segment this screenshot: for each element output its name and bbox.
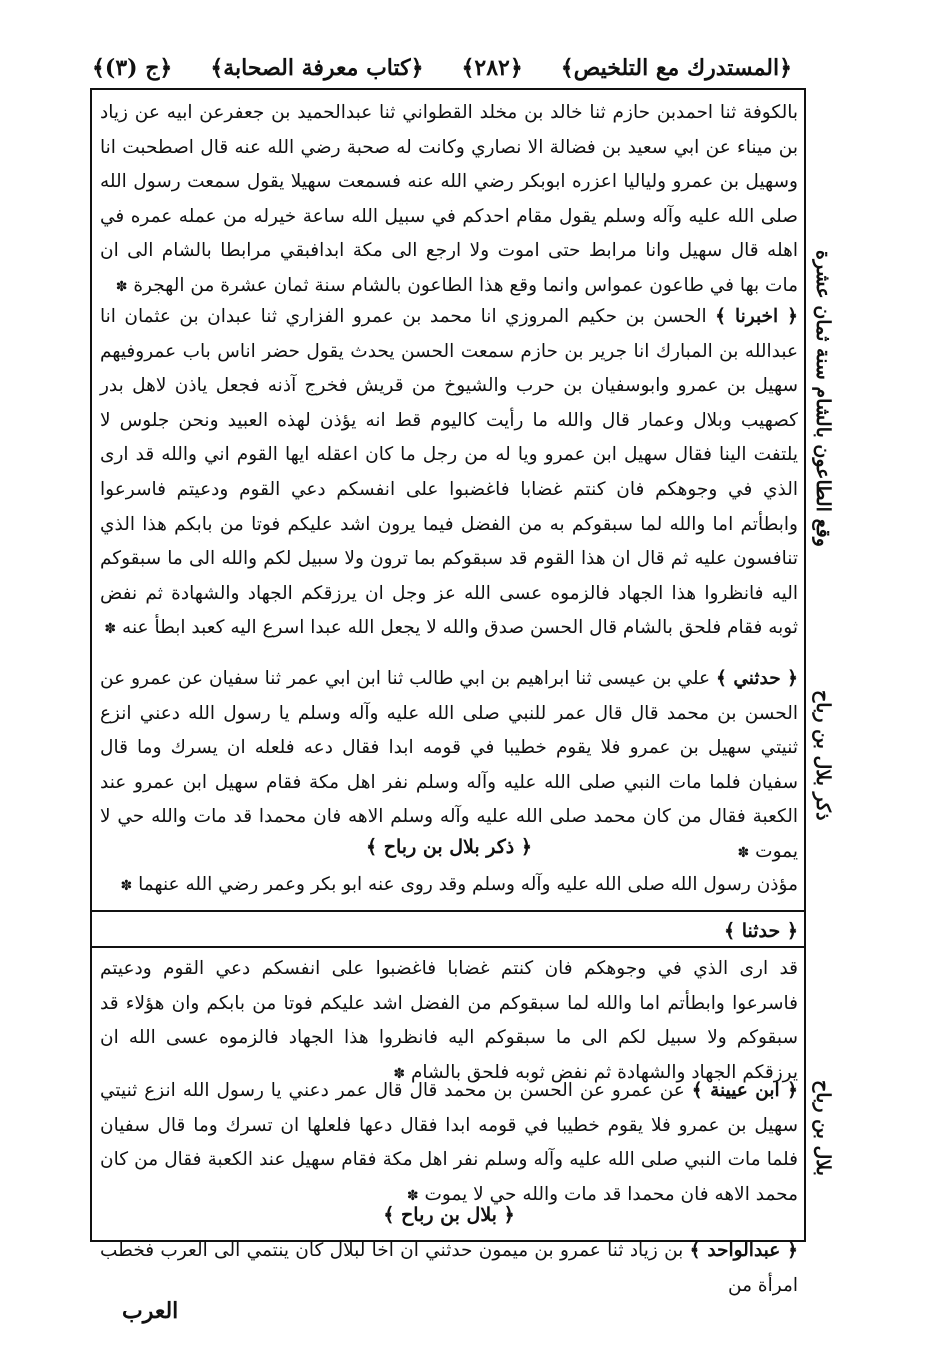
- margin-note-plague: وقع الطاعون بالشام سنة ثمان عشرة: [812, 250, 834, 547]
- main-paragraph-1: بالكوفة ثنا احمدبن حازم ثنا خالد بن مخلد القطواني ثنا عبدالحميد بن جعفرعن ابيه عن زياد بن ميناء عن ابي سعيد بن فضالة الا نصاري وكانت له صحبة رضي الله عنه قال اصطحبت انا وسهيل بن عمرو ولياليا اعزره ابوبكر رضي الله عنه فسمعت سهيلا يقول سمعت رسول الله صلى الله عليه وآله وسلم يقول مقام احدكم في سبيل الله ساعة خيرله من عمله عمره في اهله قال سهيل وانا مرابط حتى اموت ولا ارجع الى مكة ابدافبقي مرابطا بالشام الى ان مات بها في طاعون عمواس وانما وقع هذا الطاعون بالشام سنة ثمان عشرة من الهجرة ✽: [100, 102, 798, 296]
- divider-rule: [90, 946, 806, 948]
- divider-rule: [90, 910, 806, 912]
- header-page-number: ﴿٢٨٢﴾: [461, 55, 523, 81]
- talkhis-paragraph-2: ﴿ ابن عيينة ﴾ عن عمرو عن الحسن بن محمد قال قال عمر دعني يا رسول الله انزع ثنيتي سهيل بن عمرو فلا يقوم خطيبا في قومه ابدا فقال دعها فلعلها ان تسرك وما قال سفيان فلما مات النبي صلى الله عليه وآله وسلم نفر اهل مكة فقام سهيل عند الكعبة فقال من كان محمد الاهه فان محمدا قد مات والله حي لا يموت ✽: [100, 1080, 798, 1205]
- talkhis-title: ﴿ حدثنا ﴾: [723, 920, 798, 942]
- section-title: ﴿ ذكر بلال بن رباح ﴾: [365, 836, 533, 858]
- margin-note-bilal: ذكر بلال بن رباح: [812, 690, 834, 821]
- main-paragraph-4: مؤذن رسول الله صلى الله عليه وآله وسلم وقد روى عنه ابو بكر وعمر رضي الله عنهما ✽: [120, 874, 798, 895]
- header-book-title: ﴿المستدرك مع التلخيص﴾: [560, 55, 792, 81]
- narration-lead: ﴿ اخبرنا ﴾: [715, 306, 798, 327]
- main-paragraph-2: ﴿ اخبرنا ﴾ الحسن بن حكيم المروزي انا محمد بن عمرو الفزاري ثنا عبدان بن عثمان انا عبدالله بن المبارك انا جرير بن حازم سمعت الحسن يحدث يقول حضر اناس باب عمروفيهم سهيل بن عمرو وابوسفيان بن حرب والشيوخ من قريش فخرج آذنه فجعل ياذن لاهل بدر كصهيب وبلال وعمار قال والله ما رأيت كاليوم قط انه يؤذن لهذه العبيد ونحن جلوس لا يلتفت الينا فقال سهيل ابن عمرو ويا له من رجل ما كان اعقله ايها القوم اني والله قد ارى الذي في وجوهكم فان كنتم غضابا فاغضبوا على انفسكم دعي القوم ودعيتم فاسرعوا وابطأتم اما والله لما سبقوكم به من الفضل فيما يرون اشد عليكم فوتا من بابكم هذا الذي تنافسون عليه ثم قال ان هذا القوم قد سبقوكم بما ترون ولا سبيل لكم والله الى ما سبقوكم اليه فانظروا هذا الجهاد فالزموه عسى الله عز وجل ان يرزقكم الجهاد والشهادة ثم نفض ثوبه فقام فلحق بالشام قال الحسن صدق والله لا يجعل الله عبدا اسرع اليه كعبد ابطأ عنه ✽: [100, 306, 798, 639]
- talkhis-section-title: ﴿ بلال بن رباح ﴾: [383, 1204, 515, 1226]
- talkhis-paragraph-3: ﴿ عبدالواحد ﴾ بن زياد ثنا عمرو بن ميمون حدثني ان اخا لبلال كان ينتمي الى العرب فخطب امرأة من: [100, 1240, 798, 1296]
- header-volume: ﴿ج (٣)﴾: [92, 55, 173, 81]
- page-header: [92, 48, 792, 88]
- margin-note-bilal-talkhis: بلال بن رباح: [812, 1080, 834, 1176]
- narration-lead: ﴿ حدثني ﴾: [715, 668, 799, 689]
- catchword: العرب: [122, 1298, 179, 1324]
- talkhis-paragraph-1: قد ارى الذي في وجوهكم فان كنتم غضابا فاغضبوا على انفسكم دعي القوم ودعيتم فاسرعوا وابطأتم اما والله لما سبقوكم من الفضل اشد عليكم فوتا من بابكم وان هؤلاء قد سبقوكم ولا سبيل لكم الى ما سبقوكم اليه فانظروا هذا الجهاد فالزموه عسى الله ان يرزقكم الجهاد والشهادة ثم نفض ثوبه فلحق بالشام ✽: [100, 958, 798, 1083]
- narration-lead: ﴿ عبدالواحد ﴾: [689, 1240, 798, 1261]
- header-chapter: ﴿كتاب معرفة الصحابة﴾: [210, 55, 424, 81]
- narration-lead: ﴿ ابن عيينة ﴾: [691, 1080, 798, 1101]
- main-paragraph-3: ﴿ حدثني ﴾ علي بن عيسى ثنا ابراهيم بن ابي طالب ثنا ابن ابي عمر ثنا سفيان عن عمرو عن الحسن بن محمد قال قال عمر للنبي صلى الله عليه وآله وسلم يا رسول الله دعني انزع ثنيتي سهيل بن عمرو فلا يقوم خطيبا في قومه ابدا فقال دعه فلعله ان يسرك وما قال سفيان فلما مات النبي صلى الله عليه وآله وسلم نفر اهل مكة فقام سهيل ابن عمرو عند الكعبة فقال من كان محمد صلى الله عليه وآله وسلم الاهه فان محمدا قد مات والله حي لا يموت ✽: [100, 668, 799, 862]
